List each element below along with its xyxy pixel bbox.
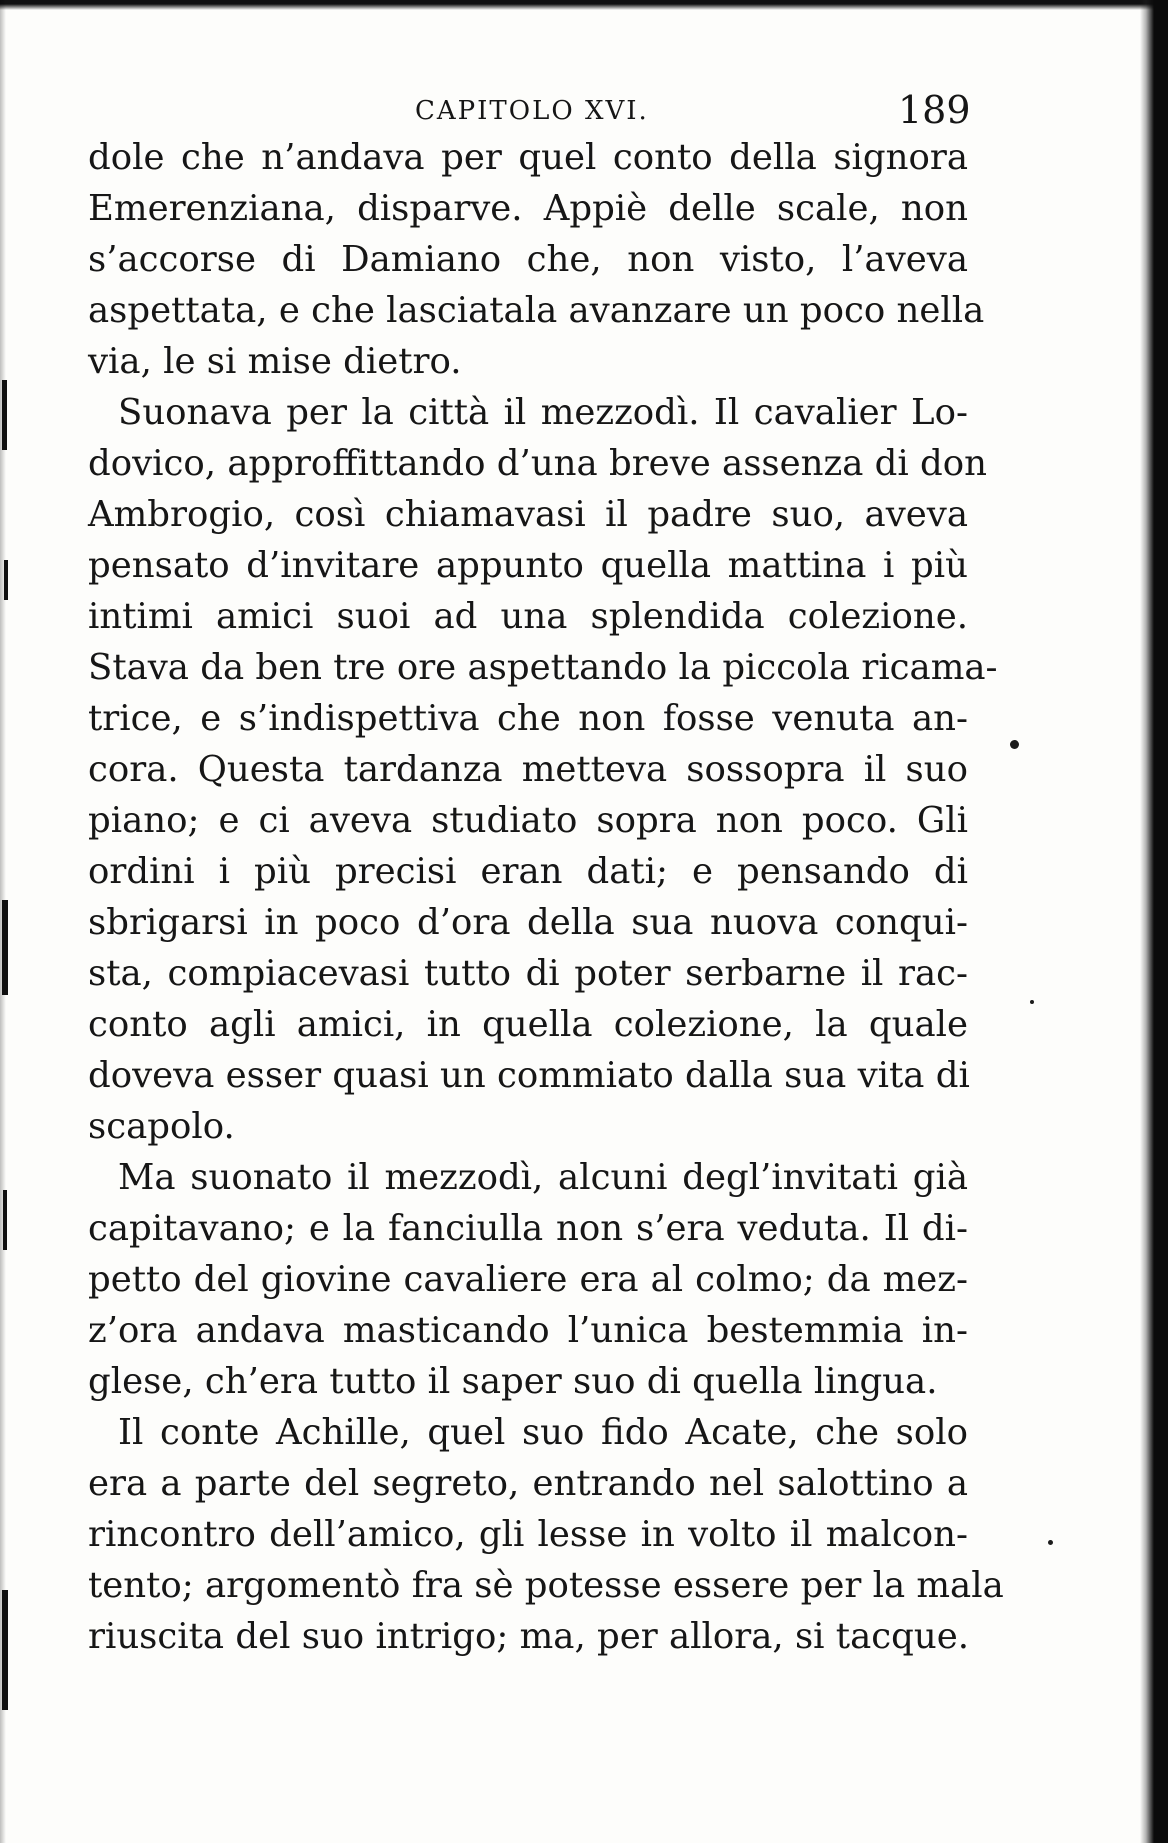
- scan-edge-top: [0, 0, 1168, 10]
- text-line: Ma suonato il mezzodì, alcuni degl’invitati già: [118, 1157, 968, 1198]
- scan-mark: [2, 900, 8, 995]
- text-line: via, le si mise dietro.: [88, 341, 462, 382]
- text-line: ordini i più precisi eran dati; e pensando di: [88, 851, 968, 892]
- scan-mark: [3, 1190, 7, 1250]
- text-line: z’ora andava masticando l’unica bestemmia in-: [88, 1310, 968, 1351]
- text-line: Ambrogio, così chiamavasi il padre suo, aveva: [88, 494, 968, 535]
- text-line: trice, e s’indispettiva che non fosse venuta an-: [88, 698, 968, 739]
- text-line: intimi amici suoi ad una splendida colezione.: [88, 596, 968, 637]
- text-line: dole che n’andava per quel conto della signora: [88, 137, 968, 178]
- text-line: aspettata, e che lasciatala avanzare un poco nella: [88, 290, 985, 331]
- scan-speck: [1048, 1540, 1053, 1545]
- page-number: 189: [898, 88, 971, 132]
- text-line: tento; argomentò fra sè potesse essere per la mala: [88, 1565, 1004, 1606]
- text-line: petto del giovine cavaliere era al colmo; da mez-: [88, 1259, 968, 1300]
- text-line: riuscita del suo intrigo; ma, per allora, si tacque.: [88, 1616, 969, 1657]
- text-line: capitavano; e la fanciulla non s’era veduta. Il di-: [88, 1208, 968, 1249]
- text-line: cora. Questa tardanza metteva sossopra il suo: [88, 749, 968, 790]
- text-line: Emerenziana, disparve. Appiè delle scale, non: [88, 188, 968, 229]
- text-line: dovico, approffittando d’una breve assenza di don: [88, 443, 987, 484]
- text-line: pensato d’invitare appunto quella mattina i più: [88, 545, 968, 586]
- running-title: CAPITOLO XVI.: [415, 96, 649, 126]
- text-line: doveva esser quasi un commiato dalla sua vita di: [88, 1055, 970, 1096]
- body-text: [88, 132, 1004, 1662]
- scan-mark: [4, 560, 8, 600]
- text-line: scapolo.: [88, 1106, 235, 1147]
- text-line: Il conte Achille, quel suo fido Acate, che solo: [118, 1412, 968, 1453]
- text-line: sbrigarsi in poco d’ora della sua nuova conqui-: [88, 902, 968, 943]
- text-line: rincontro dell’amico, gli lesse in volto il malcon-: [88, 1514, 968, 1555]
- text-line: sta, compiacevasi tutto di poter serbarne il rac-: [88, 953, 968, 994]
- text-line: piano; e ci aveva studiato sopra non poco. Gli: [88, 800, 968, 841]
- scan-speck: [1030, 1000, 1034, 1004]
- scan-speck: [1010, 740, 1019, 749]
- text-line: Stava da ben tre ore aspettando la piccola ricama-: [88, 647, 998, 688]
- text-line: s’accorse di Damiano che, non visto, l’aveva: [88, 239, 968, 280]
- scan-edge-right: [1140, 0, 1168, 1843]
- scan-mark: [2, 1590, 8, 1710]
- text-line: glese, ch’era tutto il saper suo di quella lingua.: [88, 1361, 938, 1402]
- text-line: era a parte del segreto, entrando nel salottino a: [88, 1463, 968, 1504]
- text-line: conto agli amici, in quella colezione, la quale: [88, 1004, 968, 1045]
- running-head: [90, 88, 980, 138]
- scan-mark: [2, 380, 7, 450]
- text-line: Suonava per la città il mezzodì. Il cavalier Lo-: [118, 392, 968, 433]
